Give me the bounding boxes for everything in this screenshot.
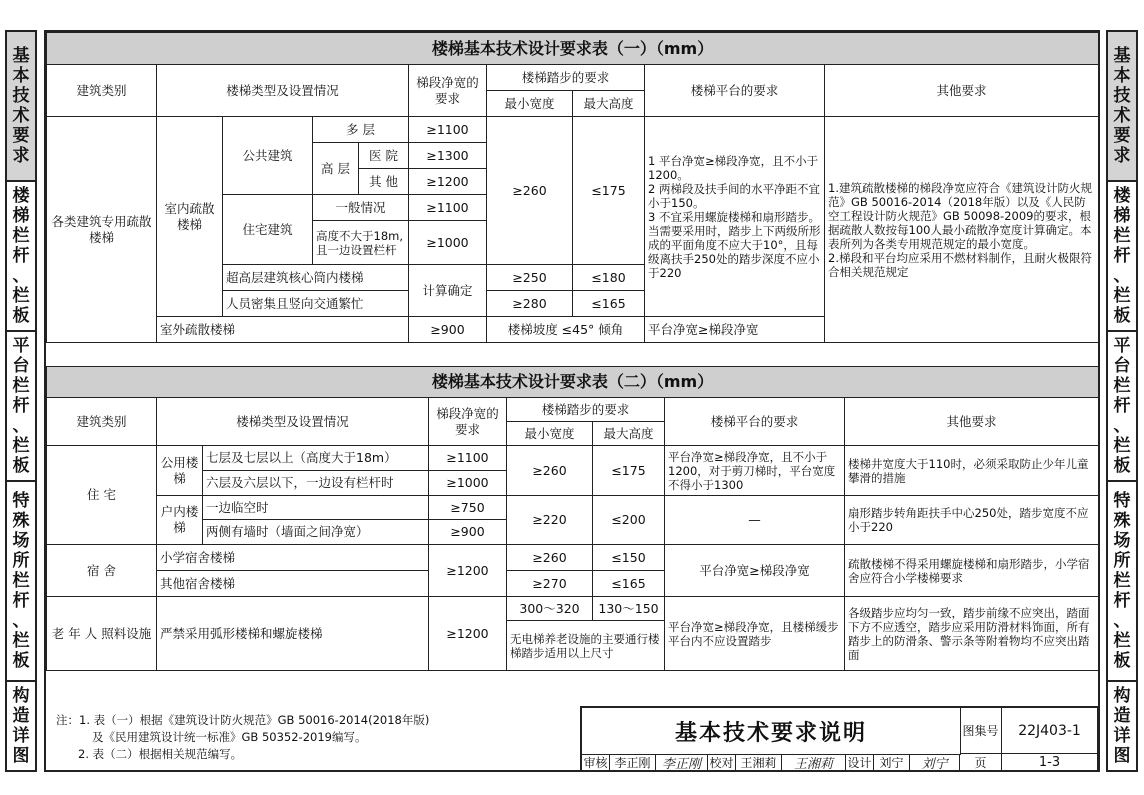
checker-signature: 王湘莉 bbox=[782, 754, 846, 772]
design-label: 设计 bbox=[846, 754, 874, 772]
sidebar-char: 栏 bbox=[12, 571, 30, 591]
cell-public: 公共建筑 bbox=[223, 117, 313, 195]
cell-w-dorm: ≥1200 bbox=[429, 545, 507, 597]
sidebar-char: 要 bbox=[12, 126, 30, 146]
cell-w-hospital: ≥1300 bbox=[409, 143, 487, 169]
cell-step-h-public: ≤175 bbox=[593, 446, 665, 496]
table-two-title: 楼梯基本技术设计要求表（二）（mm） bbox=[47, 367, 1099, 398]
cell-others: 其 他 bbox=[359, 169, 409, 195]
atlas-number: 22J403-1 bbox=[1002, 708, 1098, 754]
header-other: 其他要求 bbox=[845, 398, 1099, 446]
side-section-stair-rail bbox=[7, 182, 35, 332]
cell-step-w-other: ≥270 bbox=[507, 571, 593, 597]
header-min-width: 最小宽度 bbox=[507, 422, 593, 446]
sidebar-char: 楼 bbox=[1113, 186, 1131, 206]
cell-w-outdoor: ≥900 bbox=[409, 317, 487, 343]
cell-step-h-indoor: ≤200 bbox=[593, 496, 665, 545]
header-platform: 楼梯平台的要求 bbox=[665, 398, 845, 446]
sidebar-char: 梯 bbox=[12, 206, 30, 226]
cell-platform-public: 平台净宽≥梯段净宽，且不小于1200，对于剪刀梯时，平台宽度不得小于1300 bbox=[665, 446, 845, 496]
sidebar-char: 台 bbox=[12, 356, 30, 376]
cell-platform-indoor: — bbox=[665, 496, 845, 545]
side-section-basic bbox=[7, 32, 35, 182]
header-other: 其他要求 bbox=[825, 65, 1099, 117]
sidebar-char: 台 bbox=[1113, 356, 1131, 376]
sidebar-char: 所 bbox=[1113, 551, 1131, 571]
table-two bbox=[46, 366, 1099, 671]
sidebar-char: 杆 bbox=[12, 591, 30, 611]
sidebar-char: 基 bbox=[1113, 46, 1131, 66]
header-min-width: 最小宽度 bbox=[487, 91, 573, 117]
notes bbox=[46, 702, 580, 770]
sidebar-char: 特 bbox=[12, 491, 30, 511]
sidebar-char: 杆 bbox=[12, 246, 30, 266]
cell-w-general: ≥1100 bbox=[409, 195, 487, 221]
sidebar-char: 殊 bbox=[12, 511, 30, 531]
header-width: 梯段净宽的要求 bbox=[429, 398, 507, 446]
designer-signature: 刘宁 bbox=[910, 754, 960, 772]
sidebar-char: 栏 bbox=[12, 436, 30, 456]
cell-platform-outdoor: 平台净宽≥梯段净宽 bbox=[645, 317, 825, 343]
sidebar-char: 板 bbox=[1113, 456, 1131, 476]
side-section-stair-rail bbox=[1108, 182, 1136, 332]
sidebar-char: 本 bbox=[12, 66, 30, 86]
cell-w-six-down: ≥1000 bbox=[429, 471, 507, 496]
cell-multi: 多 层 bbox=[313, 117, 409, 143]
cell-w-elderly: ≥1200 bbox=[429, 597, 507, 671]
cell-step-h-main: ≤175 bbox=[573, 117, 645, 265]
sidebar-char: 、 bbox=[12, 416, 30, 436]
side-section-basic bbox=[1108, 32, 1136, 182]
cell-residential: 住宅建筑 bbox=[223, 195, 313, 265]
cell-step-w-dense: ≥280 bbox=[487, 291, 573, 317]
sidebar-char: 、 bbox=[1113, 416, 1131, 436]
cell-category-main: 各类建筑专用疏散楼梯 bbox=[47, 117, 157, 343]
review-label: 审核 bbox=[582, 754, 610, 772]
check-label: 校对 bbox=[708, 754, 736, 772]
sidebar-char: 场 bbox=[12, 531, 30, 551]
cell-other-indoor: 扇形踏步转角距扶手中心250处，踏步宽度不应小于220 bbox=[845, 496, 1099, 545]
cell-elderly: 老 年 人 照料设施 bbox=[47, 597, 157, 671]
sidebar-char: 、 bbox=[1113, 266, 1131, 286]
sidebar-char: 场 bbox=[1113, 531, 1131, 551]
cell-housing: 住 宅 bbox=[47, 446, 157, 545]
sidebar-char: 详 bbox=[1113, 726, 1131, 746]
header-step: 楼梯踏步的要求 bbox=[487, 65, 645, 91]
side-section-special-rail bbox=[7, 482, 35, 682]
cell-step-w-indoor: ≥220 bbox=[507, 496, 593, 545]
cell-platform-elderly: 平台净宽≥梯段净宽，且楼梯缓步平台内不应设置踏步 bbox=[665, 597, 845, 671]
cell-high: 高 层 bbox=[313, 143, 359, 195]
header-type: 楼梯类型及设置情况 bbox=[157, 65, 409, 117]
sidebar-char: 详 bbox=[12, 726, 30, 746]
cell-dense: 人员密集且竖向交通繁忙 bbox=[223, 291, 409, 317]
side-section-detail bbox=[1108, 682, 1136, 770]
cell-platform-dorm: 平台净宽≥梯段净宽 bbox=[665, 545, 845, 597]
sidebar-char: 栏 bbox=[12, 286, 30, 306]
sidebar-char: 平 bbox=[12, 336, 30, 356]
cell-elderly-rule: 严禁采用弧形楼梯和螺旋楼梯 bbox=[157, 597, 429, 671]
sidebar-char: 技 bbox=[1113, 86, 1131, 106]
cell-step-w-elderly: 300～320 bbox=[507, 597, 593, 621]
sidebar-char: 板 bbox=[12, 456, 30, 476]
sidebar-char: 栏 bbox=[1113, 286, 1131, 306]
sidebar-char: 造 bbox=[12, 706, 30, 726]
sidebar-char: 栏 bbox=[1113, 631, 1131, 651]
sidebar-char: 构 bbox=[12, 686, 30, 706]
cell-six-down: 六层及六层以下，一边设有栏杆时 bbox=[203, 471, 429, 496]
cell-super-high: 超高层建筑核心筒内楼梯 bbox=[223, 265, 409, 291]
sidebar-char: 技 bbox=[12, 86, 30, 106]
cell-primary-dorm: 小学宿舍楼梯 bbox=[157, 545, 429, 571]
sidebar-char: 求 bbox=[1113, 146, 1131, 166]
cell-w-seven-up: ≥1100 bbox=[429, 446, 507, 471]
cell-other-dorm-stair: 其他宿舍楼梯 bbox=[157, 571, 429, 597]
sidebar-char: 本 bbox=[1113, 66, 1131, 86]
cell-outdoor: 室外疏散楼梯 bbox=[157, 317, 409, 343]
checker-name: 王湘莉 bbox=[736, 754, 782, 772]
cell-w-not-high: ≥1000 bbox=[409, 221, 487, 265]
cell-hospital: 医 院 bbox=[359, 143, 409, 169]
sidebar-char: 、 bbox=[1113, 611, 1131, 631]
sidebar-char: 术 bbox=[1113, 106, 1131, 126]
cell-elderly-note: 无电梯养老设施的主要通行楼梯踏步适用以上尺寸 bbox=[507, 621, 665, 671]
cell-other-elderly: 各级踏步应均匀一致，踏步前缘不应突出，踏面下方不应透空，踏步应采用防滑材料饰面，所有踏步上的防滑条、警示条等附着物均不应突出踏面 bbox=[845, 597, 1099, 671]
sidebar-char: 杆 bbox=[12, 396, 30, 416]
sidebar-char: 求 bbox=[12, 146, 30, 166]
cell-both-wall: 两侧有墙时（墙面之间净宽） bbox=[203, 520, 429, 545]
other-text-line: 1.建筑疏散楼梯的梯段净宽应符合《建筑设计防火规范》GB 50016-2014（2018年版）以及《人民防空工程设计防火规范》GB 50098-2009的要求，根据疏散人数按每100人最小疏散净宽度计算确定。本表所列为各类专用规范规定的最小宽度。 bbox=[828, 180, 1092, 251]
page-number: 1-3 bbox=[1002, 754, 1098, 772]
cell-other-dorm: 疏散楼梯不得采用螺旋楼梯和扇形踏步，小学宿舍应符合小学楼梯要求 bbox=[845, 545, 1099, 597]
cell-seven-up: 七层及七层以上（高度大于18m） bbox=[203, 446, 429, 471]
header-max-height: 最大高度 bbox=[573, 91, 645, 117]
platform-text-line: 2 两梯段及扶手间的水平净距不宜小于150。 bbox=[648, 181, 820, 210]
cell-step-h-dense: ≤165 bbox=[573, 291, 645, 317]
sidebar-char: 梯 bbox=[1113, 206, 1131, 226]
sidebar-char: 殊 bbox=[1113, 511, 1131, 531]
side-section-detail bbox=[7, 682, 35, 770]
header-platform: 楼梯平台的要求 bbox=[645, 65, 825, 117]
cell-general: 一般情况 bbox=[313, 195, 409, 221]
header-type: 楼梯类型及设置情况 bbox=[157, 398, 429, 446]
other-text-line: 2.梯段和平台均应采用不燃材料制作，且耐火极限符合相关规范规定 bbox=[828, 250, 1092, 279]
sidebar-char: 栏 bbox=[1113, 571, 1131, 591]
sidebar-char: 板 bbox=[1113, 651, 1131, 671]
sidebar-char: 基 bbox=[12, 46, 30, 66]
cell-w-other: ≥1200 bbox=[409, 169, 487, 195]
side-section-platform-rail bbox=[7, 332, 35, 482]
sidebar-char: 术 bbox=[12, 106, 30, 126]
cell-slope: 楼梯坡度 ≤45° 倾角 bbox=[487, 317, 645, 343]
side-section-special-rail bbox=[1108, 482, 1136, 682]
cell-step-h-elderly: 130～150 bbox=[593, 597, 665, 621]
cell-indoor: 室内疏散楼梯 bbox=[157, 117, 223, 317]
cell-step-h-primary: ≤150 bbox=[593, 545, 665, 571]
cell-dorm: 宿 舍 bbox=[47, 545, 157, 597]
drawing-title: 基本技术要求说明 bbox=[582, 708, 961, 755]
sidebar-char: 图 bbox=[12, 746, 30, 766]
header-max-height: 最大高度 bbox=[593, 422, 665, 446]
header-step: 楼梯踏步的要求 bbox=[507, 398, 665, 422]
note-line: 2. 表（二）根据相关规范编写。 bbox=[78, 747, 243, 761]
sidebar-char: 平 bbox=[1113, 336, 1131, 356]
cell-step-h-super: ≤180 bbox=[573, 265, 645, 291]
sidebar-char: 、 bbox=[12, 611, 30, 631]
cell-w-one-side: ≥750 bbox=[429, 496, 507, 520]
drawing-sheet bbox=[44, 30, 1100, 772]
cell-other-public: 楼梯井宽度大于110时，必须采取防止少年儿童攀滑的措施 bbox=[845, 446, 1099, 496]
page-label: 页 bbox=[960, 754, 1002, 772]
atlas-label: 图集号 bbox=[960, 708, 1002, 754]
sidebar-char: 所 bbox=[12, 551, 30, 571]
designer-name: 刘宁 bbox=[874, 754, 910, 772]
cell-other-text bbox=[825, 117, 1099, 343]
cell-w-multi: ≥1100 bbox=[409, 117, 487, 143]
sidebar-char: 栏 bbox=[12, 631, 30, 651]
table-one bbox=[46, 32, 1099, 343]
sidebar-char: 杆 bbox=[1113, 591, 1131, 611]
platform-text-line: 1 平台净宽≥梯段净宽，且不小于1200。 bbox=[648, 153, 819, 182]
sidebar-char: 造 bbox=[1113, 706, 1131, 726]
title-block bbox=[580, 706, 1098, 772]
sidebar-char: 板 bbox=[12, 306, 30, 326]
right-sidebar bbox=[1106, 30, 1138, 772]
cell-not-high: 高度不大于18m,且一边设置栏杆 bbox=[313, 221, 409, 265]
reviewer-name: 李正刚 bbox=[610, 754, 656, 772]
sidebar-char: 板 bbox=[12, 651, 30, 671]
cell-w-both-wall: ≥900 bbox=[429, 520, 507, 545]
cell-one-side: 一边临空时 bbox=[203, 496, 429, 520]
table-one-title: 楼梯基本技术设计要求表（一）（mm） bbox=[47, 33, 1099, 65]
sidebar-char: 栏 bbox=[1113, 226, 1131, 246]
side-section-platform-rail bbox=[1108, 332, 1136, 482]
platform-text-line: 3 不宜采用螺旋楼梯和扇形踏步。当需要采用时，踏步上下两级所形成的平面角度不应大于10°，且每级离扶手250处的踏步深度不应小于220 bbox=[648, 209, 821, 280]
sidebar-char: 特 bbox=[1113, 491, 1131, 511]
note-line: 及《民用建筑设计统一标准》GB 50352-2019编写。 bbox=[92, 730, 367, 744]
reviewer-signature: 李正刚 bbox=[656, 754, 708, 772]
header-category: 建筑类别 bbox=[47, 65, 157, 117]
sidebar-char: 、 bbox=[12, 266, 30, 286]
cell-platform-text bbox=[645, 117, 825, 317]
cell-step-w-public: ≥260 bbox=[507, 446, 593, 496]
sidebar-char: 杆 bbox=[1113, 246, 1131, 266]
header-category: 建筑类别 bbox=[47, 398, 157, 446]
sidebar-char: 栏 bbox=[1113, 436, 1131, 456]
note-line: 注：1. 表（一）根据《建筑设计防火规范》GB 50016-2014(2018年版) bbox=[56, 713, 430, 727]
sidebar-char: 栏 bbox=[12, 226, 30, 246]
sidebar-char: 要 bbox=[1113, 126, 1131, 146]
cell-step-w-primary: ≥260 bbox=[507, 545, 593, 571]
header-width: 梯段净宽的要求 bbox=[409, 65, 487, 117]
cell-step-h-other: ≤165 bbox=[593, 571, 665, 597]
left-sidebar bbox=[5, 30, 37, 772]
cell-calc: 计算确定 bbox=[409, 265, 487, 317]
sidebar-char: 板 bbox=[1113, 306, 1131, 326]
sidebar-char: 栏 bbox=[1113, 376, 1131, 396]
sidebar-char: 图 bbox=[1113, 746, 1131, 766]
cell-indoor-stair: 户内楼梯 bbox=[157, 496, 203, 545]
cell-step-w-super: ≥250 bbox=[487, 265, 573, 291]
sidebar-char: 杆 bbox=[1113, 396, 1131, 416]
sidebar-char: 楼 bbox=[12, 186, 30, 206]
sidebar-char: 栏 bbox=[12, 376, 30, 396]
cell-step-w-main: ≥260 bbox=[487, 117, 573, 265]
sidebar-char: 构 bbox=[1113, 686, 1131, 706]
cell-public-stair: 公用楼梯 bbox=[157, 446, 203, 496]
